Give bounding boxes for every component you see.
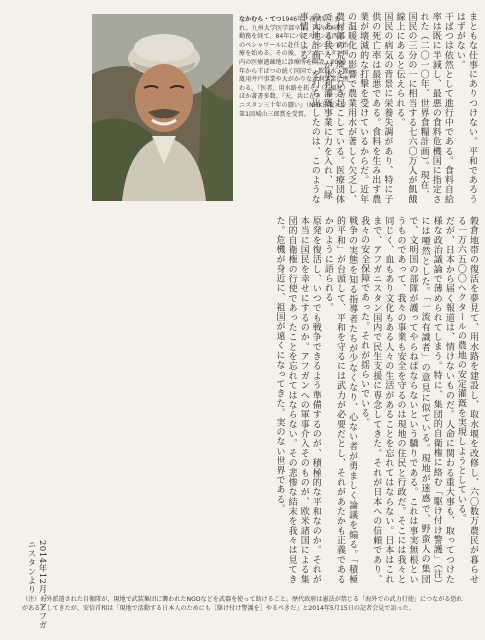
portrait-photo [92,14,233,201]
author-bio-text: 1946年、福岡県生まれ。九州大学医学部卒業。国内の病院勤務を経て、84年にパキスタン北西部のペシャワールに赴任し、ハンセン病治療を始める。その後、アフガニスタン国内の医療過疎地に診療所を開設。2000年から干ばつの続く同国で、飲料水・灌漑用井戸事業や大がかりな水利事業に携わる。『医者、用水路を拓く』（石風社）ほか著書多数。『天、共に在り アフガニスタン三十年の闘い』（NHK出版）で第1回城山三郎賞を受賞。 [239,16,349,118]
portrait-illustration [92,14,233,201]
article-columns-lower: 穀倉地帯の復活を夢見て、用水路を建設し、取水堰を改修し、六〇数万農民が暮らせる一万六五〇〇ヘクタールの農地の安定灌漑を実現しようとしている。 だが、日本から届く報道は、情けないものだ。人命に関わる重大事も、取ってつけた様な政治議論で薄められてしまう。特に、集団的自衛権に絡む「駆け付け警護」（注）には唖然とした。「一流有識者」の意見に似ている。現地が迷惑で、野蛮人の集団で、文明国の部隊が護ってやらねばならないという驕りである。これは事実無根というものであって、我々の事業も安全を守るのは現地の住民と行政だ。そこには我々と同じく、血もあり文化もある人々の生活があることを忘れてはならない。日本はこれまで、アフガニスタン国内で民生支援に専念してきた。それが日本への信頼であり、我々の安全保障であった。それが揺らいでいる。 戦争の実態を知る指導者たちが少なくなり、心ない者が勇ましく論議を煽る。「積極的平和」が台頭して、平和を守るには武力が必要だとし、それがあたかも正義であるかのように語られる。 原発を復活し、いつでも戦争できるよう準備するのが、積極的な平和なのか。それが本当に国民を幸せにするのか。アフガンへの軍事介入そのものが、欧米諸国による集団的自衛権の行使であったことを忘れてはならない。その悲惨な結末を我々は見てきた。危機が身近に、祖国が遠くになってきた。実のない世界である。 [274,216,478,584]
article-columns-upper: まともな仕事にありつけない。平和であろうはずがない。 干ばつは依然として進行中である。食料自給率は既に半減し、最悪の食料危機国に指定された（二〇一〇年、世界食糧計画）。現在、国民の三分の一に相当する七六〇万人が飢餓線上にあると伝えられる。 国民の病気の背景に栄養失調があり、特に子供の死亡率は最悪である。食料を生み出す農業が壊滅的な打撃を受けているからだ。近年の温暖化の影響で農業用水が著しく欠乏し、農村部の荒廃をひき起こしている。医療団体である我々が水利灌漑事業に力を入れ、「緑の大地計画」を打ち出したのは、このような事情による。 [297,12,477,204]
signoff-date: 2014年12月、アフガニスタンより [27,540,48,630]
author-name: なかむら・てつ [239,16,282,23]
signoff [26,540,48,632]
footnote: （注）海外派遣された自衛隊が、現地で武装集団に襲われたNGOなどを武器を使って助けること。歴代政府は憲法が禁じる「海外での武力行使」につながる恐れがあるとしてきたが、安倍首相は「現地で活動する日本人のためにも［駆け付け警護を］やるべきだ」と2014年5月15日の記者会見で語った。 [22,596,463,612]
